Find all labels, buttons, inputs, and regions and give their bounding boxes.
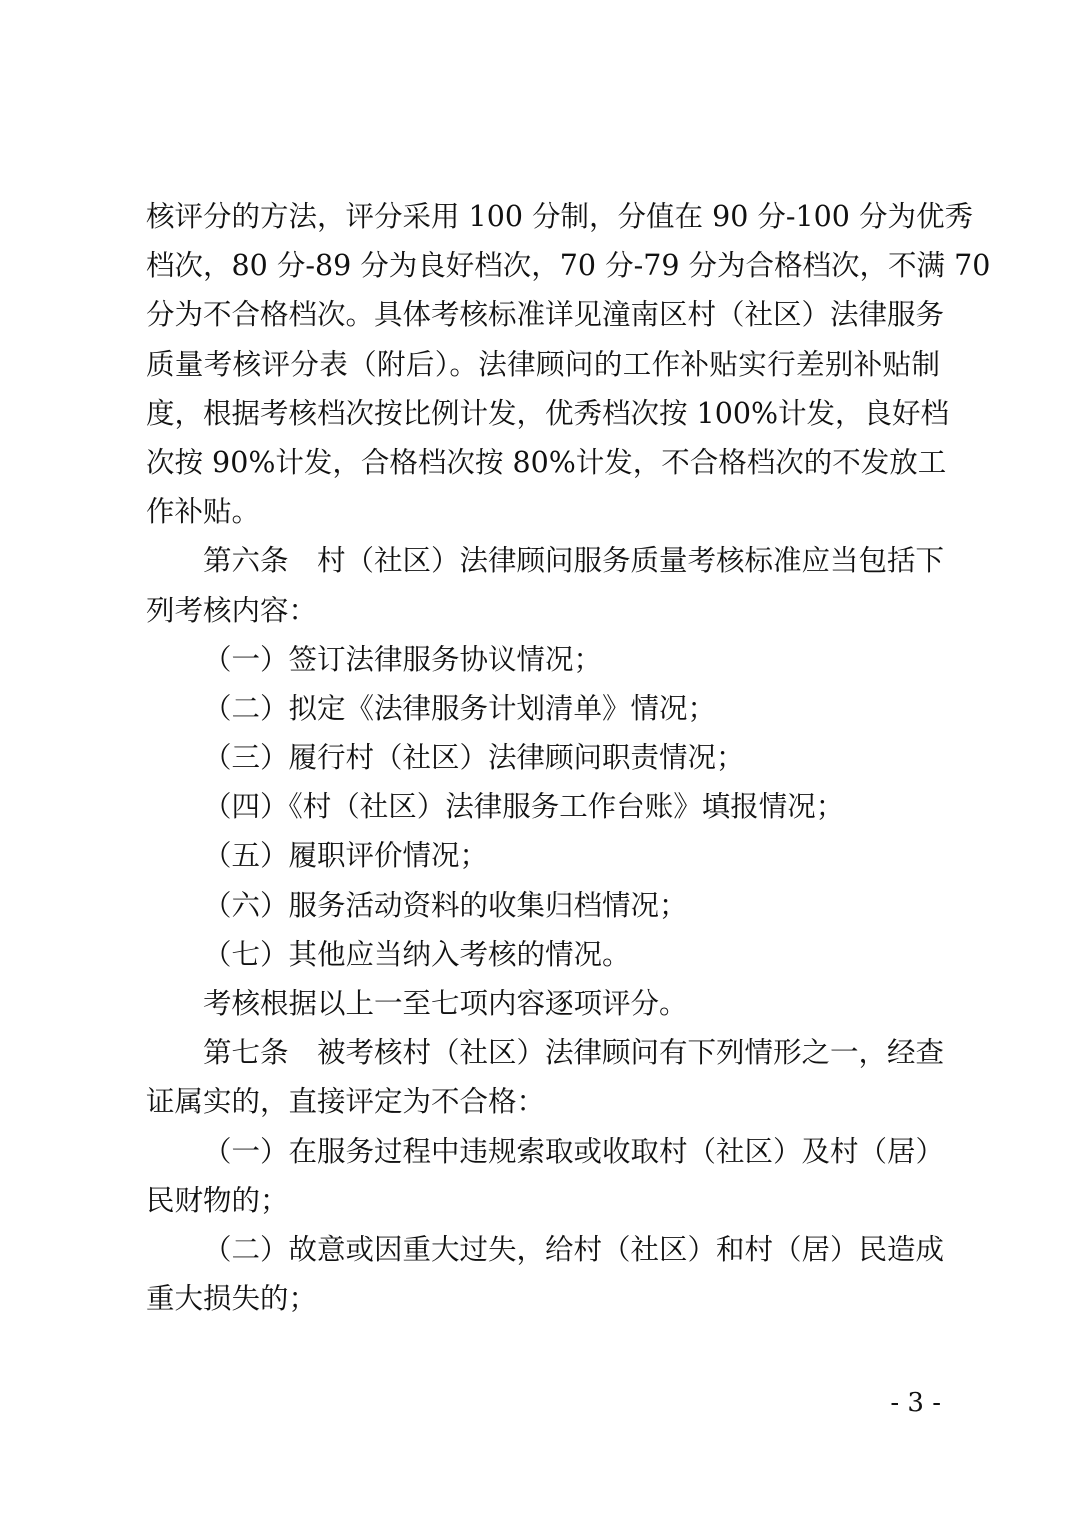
text-line: （一）签订法律服务协议情况； xyxy=(203,642,603,676)
text-line: 分为不合格档次。具体考核标准详见潼南区村（社区）法律服务 xyxy=(146,298,945,332)
text-line: 核评分的方法，评分采用 100 分制，分值在 90 分-100 分为优秀 xyxy=(146,200,973,233)
text-line: 质量考核评分表（附后）。法律顾问的工作补贴实行差别补贴制 xyxy=(146,347,940,381)
text-line: （一）在服务过程中违规索取或收取村（社区）及村（居） xyxy=(203,1134,945,1168)
text-line: （三）履行村（社区）法律顾问职责情况； xyxy=(203,741,745,775)
text-line: 第七条 被考核村（社区）法律顾问有下列情形之一，经查 xyxy=(203,1036,945,1070)
text-line: 列考核内容： xyxy=(146,593,318,627)
text-line: （六）服务活动资料的收集归档情况； xyxy=(203,888,688,922)
text-line: （二）故意或因重大过失，给村（社区）和村（居）民造成 xyxy=(203,1232,945,1266)
text-line: （四）《村（社区）法律服务工作台账》填报情况； xyxy=(203,790,845,824)
text-line: 民财物的； xyxy=(146,1183,289,1217)
text-line: （七）其他应当纳入考核的情况。 xyxy=(203,937,631,971)
page-number: - 3 - xyxy=(890,1388,941,1418)
text-line: （二）拟定《法律服务计划清单》情况； xyxy=(203,691,717,725)
text-line: 第六条 村（社区）法律顾问服务质量考核标准应当包括下 xyxy=(203,544,945,578)
text-line: 考核根据以上一至七项内容逐项评分。 xyxy=(203,987,688,1020)
body-text xyxy=(146,192,991,1323)
text-line: 次按 90%计发，合格档次按 80%计发，不合格档次的不发放工 xyxy=(146,445,947,479)
text-line: 重大损失的； xyxy=(146,1282,318,1316)
text-line: 作补贴。 xyxy=(146,495,261,529)
text-line: （五）履职评价情况； xyxy=(203,839,489,873)
text-line: 度，根据考核档次按比例计发，优秀档次按 100%计发，良好档 xyxy=(146,396,950,430)
text-line: 档次，80 分-89 分为良好档次，70 分-79 分为合格档次，不满 70 xyxy=(146,249,991,283)
text-line: 证属实的，直接评定为不合格： xyxy=(146,1085,546,1119)
